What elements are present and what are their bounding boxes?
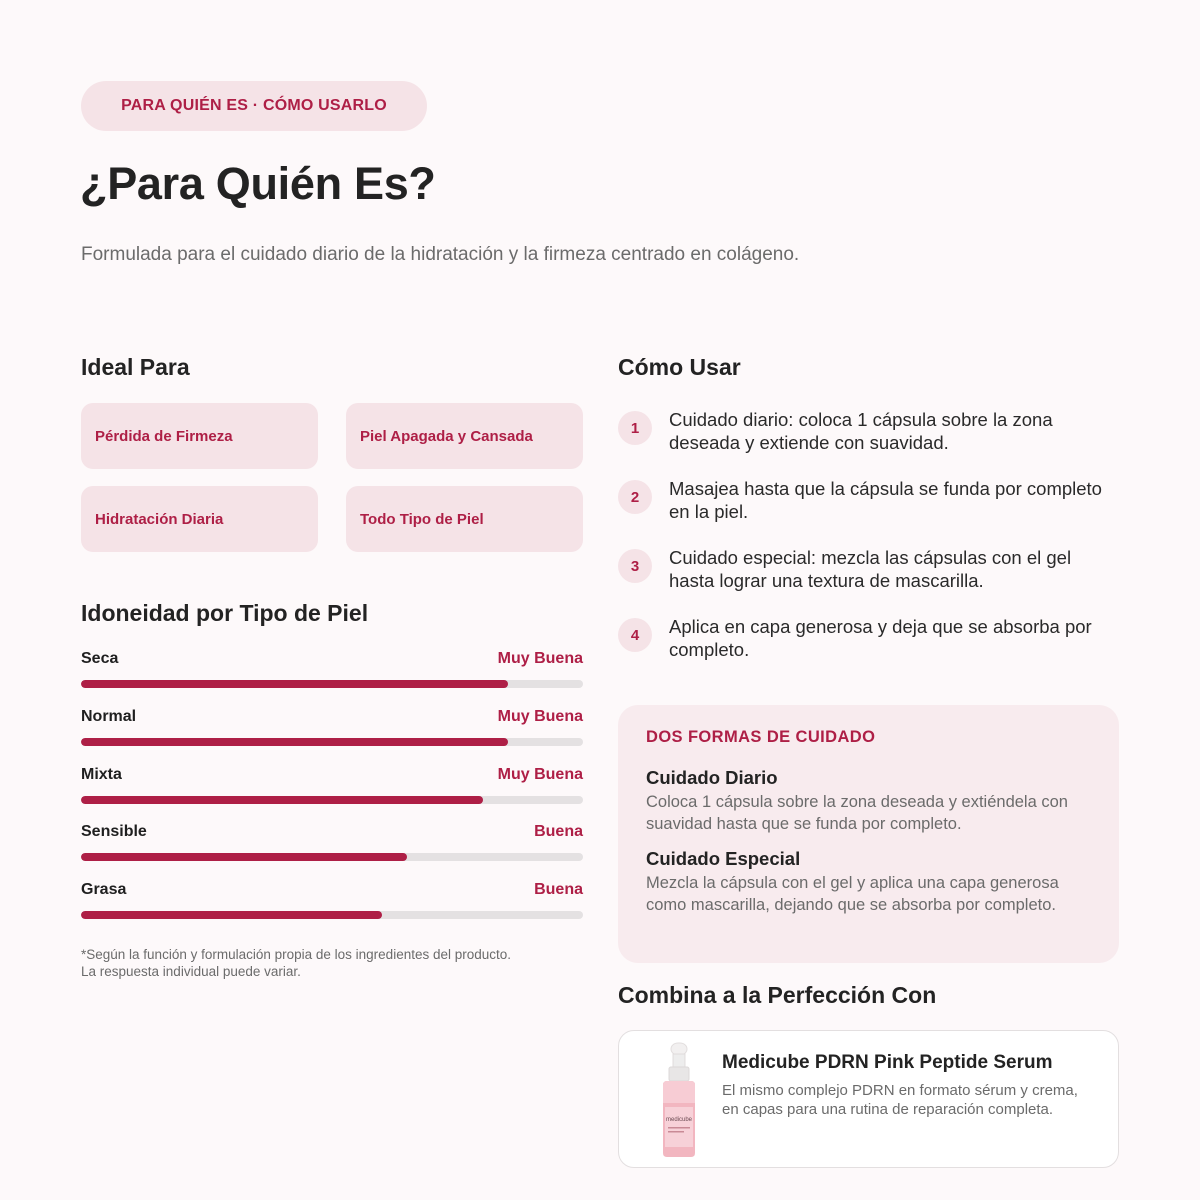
suitability-bar-fill: [81, 796, 483, 804]
ideal-card: Todo Tipo de Piel: [346, 486, 583, 552]
skin-row: [81, 708, 583, 746]
skin-row: [81, 823, 583, 861]
how-to-use-heading: Cómo Usar: [618, 354, 741, 380]
care-daily-title: Cuidado Diario: [646, 767, 778, 788]
skin-type-name: Grasa: [81, 881, 127, 898]
suitability-bar-fill: [81, 738, 508, 746]
step-text: Cuidado diario: coloca 1 cápsula sobre la zona deseada y extiende con suavidad.: [669, 409, 1053, 453]
step-number: 1: [618, 411, 652, 445]
suitability-bar-fill: [81, 911, 382, 919]
step-text: Aplica en capa generosa y deja que se absorba por completo.: [669, 616, 1092, 660]
ideal-card: Hidratación Diaria: [81, 486, 318, 552]
step: [618, 549, 1118, 592]
step-number: 3: [618, 549, 652, 583]
suitability-bar: [81, 680, 583, 688]
care-daily-desc: Coloca 1 cápsula sobre la zona deseada y extiéndela con suavidad hasta que se funda por completo.: [646, 793, 1068, 833]
product-name[interactable]: Medicube PDRN Pink Peptide Serum: [722, 1052, 1053, 1073]
ideal-card: Pérdida de Firmeza: [81, 403, 318, 469]
suitability-bar-fill: [81, 680, 508, 688]
suitability-heading: Idoneidad por Tipo de Piel: [81, 600, 369, 626]
skin-type-name: Normal: [81, 708, 137, 725]
skin-row: [81, 881, 583, 919]
step-number: 2: [618, 480, 652, 514]
skin-type-rating: Muy Buena: [497, 650, 583, 667]
care-special-title: Cuidado Especial: [646, 848, 801, 869]
step-number: 4: [618, 618, 652, 652]
skin-row: [81, 650, 583, 688]
skin-type-name: Sensible: [81, 823, 147, 840]
page-title: ¿Para Quién Es?: [80, 158, 436, 209]
footnote: [81, 946, 591, 980]
skin-row: [81, 766, 583, 804]
care-box: [618, 705, 1119, 963]
section-pill: PARA QUIÉN ES · CÓMO USARLO: [81, 81, 427, 131]
step: [618, 411, 1118, 454]
suitability-bar: [81, 911, 583, 919]
product-card[interactable]: [618, 1030, 1119, 1168]
suitability-bar-fill: [81, 853, 407, 861]
skin-type-rating: Muy Buena: [497, 708, 583, 725]
suitability-bar: [81, 738, 583, 746]
combine-heading: Combina a la Perfección Con: [618, 982, 937, 1008]
step-text: Cuidado especial: mezcla las cápsulas con el gel hasta lograr una textura de mascarilla.: [669, 547, 1072, 591]
page-subtitle: Formulada para el cuidado diario de la hidratación y la firmeza centrado en colágeno.: [81, 244, 800, 265]
suitability-bar: [81, 796, 583, 804]
footnote-line: *Según la función y formulación propia de los ingredientes del producto.: [81, 947, 512, 962]
care-label: DOS FORMAS DE CUIDADO: [646, 728, 876, 746]
skin-type-name: Seca: [81, 650, 119, 667]
serum-bottle-image: [649, 1041, 709, 1159]
footnote-line: La respuesta individual puede variar.: [81, 964, 301, 979]
bottle-brand-text: medicube: [665, 1117, 693, 1123]
skin-type-name: Mixta: [81, 766, 122, 783]
suitability-bar: [81, 853, 583, 861]
step: [618, 618, 1118, 661]
care-special-desc: Mezcla la cápsula con el gel y aplica una capa generosa como mascarilla, dejando que se absorba por completo.: [646, 874, 1059, 914]
skin-type-rating: Buena: [534, 881, 583, 898]
ideal-card: Piel Apagada y Cansada: [346, 403, 583, 469]
product-description: El mismo complejo PDRN en formato sérum y crema, en capas para una rutina de reparación completa.: [722, 1082, 1078, 1118]
ideal-heading: Ideal Para: [81, 354, 190, 380]
step: [618, 480, 1118, 523]
skin-type-rating: Buena: [534, 823, 583, 840]
skin-type-rating: Muy Buena: [497, 766, 583, 783]
step-text: Masajea hasta que la cápsula se funda por completo en la piel.: [669, 478, 1102, 522]
